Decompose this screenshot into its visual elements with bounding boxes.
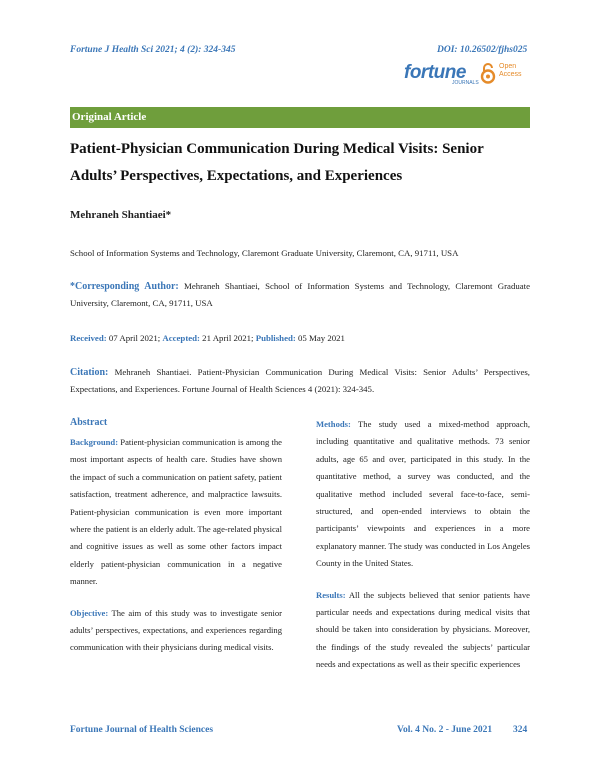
footer-journal: Fortune Journal of Health Sciences (70, 725, 214, 735)
abstract-right-column (316, 416, 530, 688)
doi[interactable]: DOI: 10.26502/fjhs025 (437, 45, 528, 55)
page-number: 324 (513, 725, 528, 735)
affiliation: School of Information Systems and Technology, Claremont Graduate University, Claremont, CA, 91711, USA (70, 248, 459, 258)
citation-label: Citation: (70, 367, 109, 378)
abstract-left-column (70, 434, 282, 671)
footer-issue: Vol. 4 No. 2 - June 2021 (397, 725, 493, 735)
methods-paragraph: Methods: The study used a mixed-method approach, including quantitative and qualitative methods. 73 senior adults, age 65 and over, participated in this study. In the quantitative method, a survey was conducted, and the qualitative method included several face-to-face, semi-structured, and open-ended interviews to obtain the participants’ viewpoints and experiences in a more explanatory manner. The study was conducted in Los Angeles County in the United States. (316, 419, 530, 569)
objective-paragraph: Objective: The aim of this study was to investigate senior adults’ perspectives, expectations, and experiences regarding communication with their physicians during medical visits. (70, 607, 282, 653)
publication-dates: Received: 07 April 2021; Accepted: 21 April 2021; Published: 05 May 2021 (70, 333, 345, 343)
corresponding-author: *Corresponding Author: Mehraneh Shantiaei, School of Information Systems and Technology, Claremont Graduate University, Claremont, CA, 91711, USA (70, 281, 530, 308)
journal-reference: Fortune J Health Sci 2021; 4 (2): 324-345 (70, 45, 236, 55)
author-name: Mehraneh Shantiaei* (70, 209, 172, 221)
corresponding-author-label: *Corresponding Author: (70, 281, 179, 292)
article-type-banner: Original Article (70, 107, 530, 128)
open-access-icon (480, 62, 496, 84)
results-paragraph: Results: All the subjects believed that senior patients have particular needs and expectations during medical visits that should be taken into consideration by physicians. Moreover, the findings of the study revealed the subjects’ particular needs and expectations as well as their specific experiences (316, 589, 530, 670)
fortune-logo: fortune (404, 62, 466, 83)
open-access-label: Open Access (499, 63, 522, 78)
citation: Citation: Mehraneh Shantiaei. Patient-Physician Communication During Medical Visits: Senior Adults’ Perspectives, Expectations, and Experiences. Fortune Journal of Health Sciences 4 (2021): 324-345. (70, 367, 530, 394)
abstract-heading: Abstract (70, 417, 108, 428)
background-paragraph: Background: Patient-physician communication is among the most important aspects of health care. Studies have shown the impact of such a communication on patient safety, patient satisfaction, treatment adherence, and malpractice lawsuits. Patient-physician communication is even more important where the patient is an elderly adult. The age-related physical and cognitive issues as well as some other factors impact elderly patient-physician communication in a negative manner. (70, 437, 282, 587)
fortune-logo-sub: JOURNALS (452, 80, 479, 86)
article-title: Patient-Physician Communication During Medical Visits: Senior Adults’ Perspectives, Expectations, and Experiences (70, 141, 484, 184)
